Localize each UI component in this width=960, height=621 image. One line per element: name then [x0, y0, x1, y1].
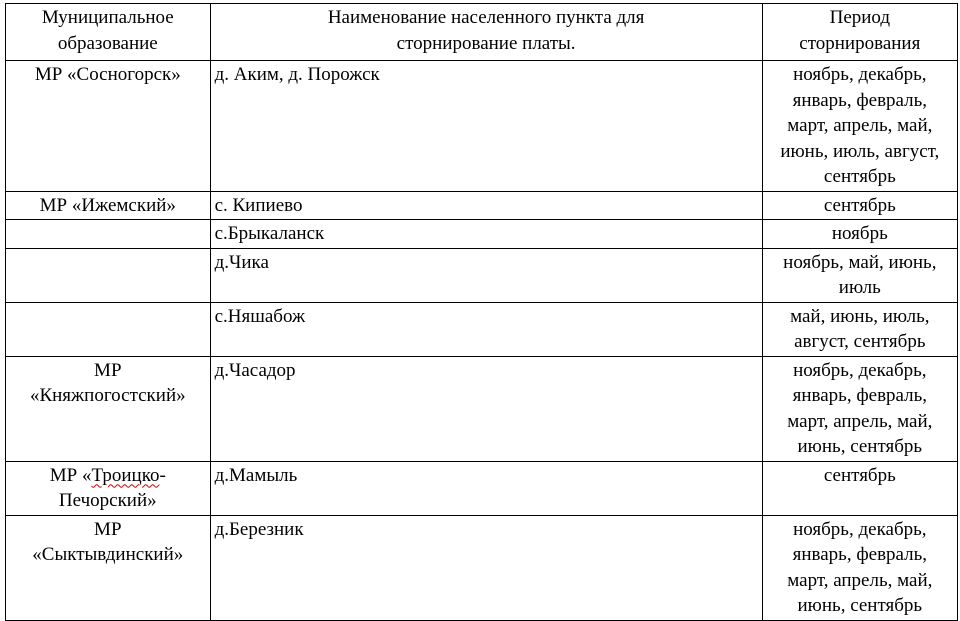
settlement-text: д.Чика: [214, 251, 269, 273]
period-line: август, сентябрь: [794, 331, 926, 352]
period-line: ноябрь, декабрь,: [793, 359, 927, 381]
settlement-text: с.Няшабож: [214, 305, 306, 327]
period-cell: [762, 191, 957, 220]
municipality-text: «Княжпогостский»: [29, 385, 186, 406]
settlement-text: с. Кипиево: [214, 194, 303, 216]
period-line: июнь, сентябрь: [797, 595, 923, 616]
table-row: [6, 191, 958, 220]
municipality-text: «Сыктывдинский»: [32, 544, 184, 565]
period-line: ноябрь: [831, 223, 888, 244]
header-municipality-line: Муниципальное: [41, 7, 174, 28]
municipality-text-part: МР «: [49, 464, 92, 486]
municipality-text-part: -: [159, 464, 166, 486]
period-line: июнь, июль, август,: [780, 140, 940, 162]
settlement-text: д.Часадор: [214, 359, 296, 381]
storno-table: [5, 3, 958, 621]
municipality-text: МР: [94, 518, 122, 540]
period-cell: [762, 461, 957, 515]
period-cell: [762, 220, 957, 249]
settlement-cell: [210, 461, 762, 515]
header-settlement: [210, 4, 762, 61]
settlement-cell: [210, 191, 762, 220]
header-municipality-line: образование: [57, 32, 158, 54]
settlement-cell: [210, 248, 762, 302]
period-line: май, июнь, июль,: [790, 305, 930, 327]
municipality-text: МР «Ижемский»: [39, 194, 176, 216]
municipality-cell: [6, 461, 211, 515]
period-line: ноябрь, декабрь,: [793, 64, 927, 85]
municipality-text: МР: [94, 359, 122, 381]
municipality-cell: [6, 220, 211, 249]
municipality-cell: [6, 356, 211, 461]
municipality-text-part: »: [147, 490, 157, 511]
table-row: [6, 356, 958, 461]
period-cell: [762, 515, 957, 620]
header-period-line: Период: [829, 7, 891, 28]
period-cell: [762, 302, 957, 356]
period-line: ноябрь, май, июнь,: [783, 251, 937, 273]
table-row: [6, 220, 958, 249]
municipality-cell: [6, 191, 211, 220]
settlement-cell: [210, 302, 762, 356]
header-period: [762, 4, 957, 61]
table-header-row: [6, 4, 958, 61]
table-row: [6, 302, 958, 356]
header-period-line: сторнирования: [799, 32, 921, 54]
table-row: [6, 61, 958, 192]
period-line: сентябрь: [823, 166, 896, 187]
municipality-text-part: Печорский: [58, 490, 148, 511]
settlement-cell: [210, 61, 762, 192]
settlement-text: д. Аким, д. Порожск: [214, 64, 380, 85]
period-line: ноябрь, декабрь,: [793, 518, 927, 540]
municipality-text: [10, 488, 206, 514]
header-settlement-line: Наименование населенного пункта для: [327, 7, 645, 28]
settlement-text: с.Брыкаланск: [214, 223, 325, 244]
period-line: сентябрь: [823, 194, 896, 216]
period-line: март, апрель, май,: [787, 115, 933, 136]
table-row: [6, 515, 958, 620]
period-cell: [762, 356, 957, 461]
settlement-cell: [210, 356, 762, 461]
period-line: январь, февраль,: [792, 385, 928, 406]
period-cell: [762, 61, 957, 192]
period-line: январь, февраль,: [792, 544, 928, 565]
municipality-text: [10, 463, 206, 489]
header-municipality: [6, 4, 211, 61]
municipality-cell: [6, 515, 211, 620]
spellcheck-underlined-text: Троицко: [91, 464, 160, 486]
table-row: [6, 248, 958, 302]
header-settlement-line: сторнирование платы.: [396, 32, 576, 54]
municipality-cell: [6, 248, 211, 302]
table-row: [6, 461, 958, 515]
settlement-cell: [210, 220, 762, 249]
settlement-text: д.Мамыль: [214, 464, 298, 486]
settlement-cell: [210, 515, 762, 620]
period-cell: [762, 248, 957, 302]
municipality-text: МР «Сосногорск»: [34, 64, 181, 85]
period-line: июнь, сентябрь: [797, 436, 923, 457]
municipality-cell: [6, 302, 211, 356]
period-line: июль: [838, 277, 881, 298]
period-line: сентябрь: [823, 464, 896, 486]
period-line: март, апрель, май,: [787, 569, 933, 591]
period-line: январь, февраль,: [792, 89, 928, 111]
period-line: март, апрель, май,: [787, 410, 933, 432]
municipality-cell: [6, 61, 211, 192]
settlement-text: д.Березник: [214, 518, 304, 540]
